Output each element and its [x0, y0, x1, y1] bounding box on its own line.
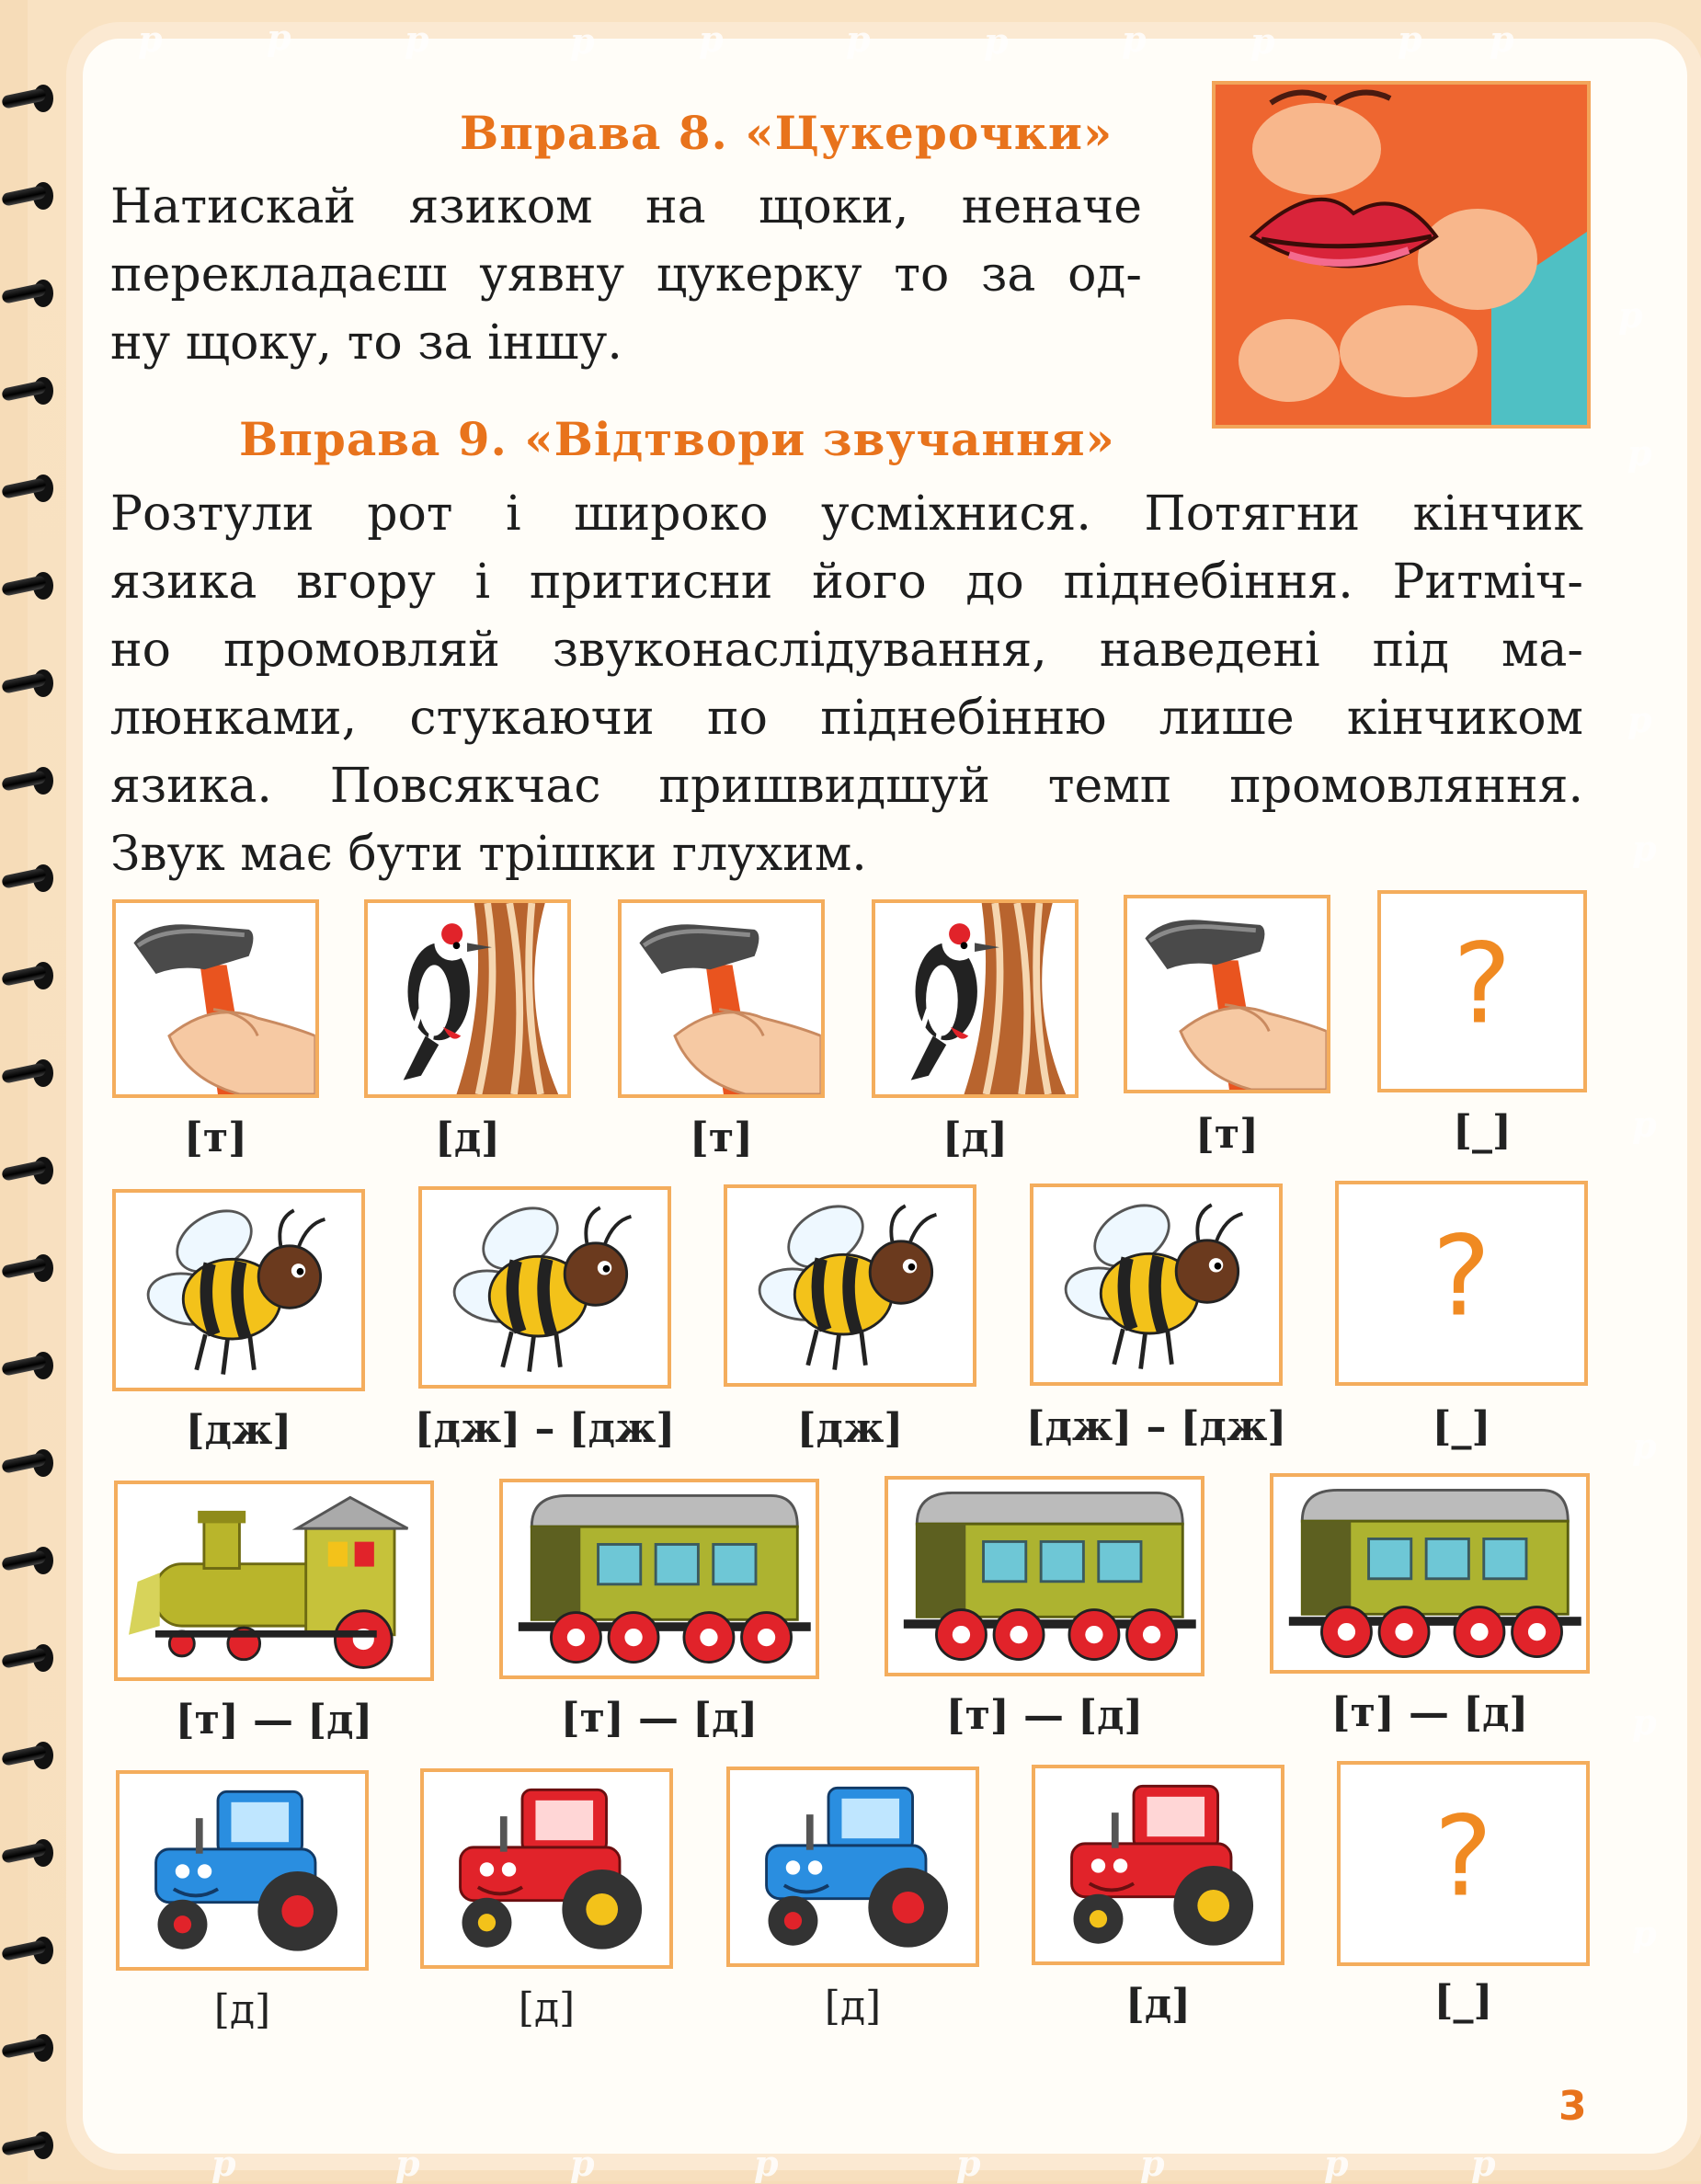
binding-ring	[2, 577, 55, 598]
decor-letter: р	[1618, 294, 1643, 336]
sound-label: [д]	[213, 1986, 271, 2033]
sound-label: [дж] – [дж]	[414, 1405, 676, 1452]
sound-label: [_]	[1432, 1403, 1491, 1450]
bee-picture	[116, 1193, 361, 1388]
woodpecker-card	[872, 899, 1079, 1098]
binding-ring	[2, 772, 55, 793]
exercise-9-line: Звук має бути трішки глухим.	[110, 827, 867, 882]
binding-ring	[2, 480, 55, 500]
decor-letter: р	[1122, 18, 1147, 60]
hammer-card	[1124, 895, 1330, 1093]
decor-letter: р	[1140, 2143, 1165, 2184]
woodpecker-picture	[875, 903, 1075, 1094]
wagon-card	[499, 1479, 819, 1679]
hammer-picture	[116, 903, 315, 1094]
sound-label: [дж]	[796, 1405, 904, 1452]
decor-letter: р	[1627, 699, 1652, 740]
question-mark: ?	[1453, 920, 1512, 1049]
blue-tractor-card	[726, 1767, 979, 1967]
binding-ring	[2, 1747, 55, 1767]
decor-letter: р	[1632, 828, 1657, 869]
sound-label: [дж]	[185, 1407, 292, 1454]
decor-letter: р	[395, 2143, 420, 2184]
red-tractor-picture	[1035, 1768, 1281, 1961]
exercise-9-line: но промовляй звуконаслідування, наведені під ма-	[110, 623, 1583, 678]
binding-ring	[2, 1455, 55, 1475]
binding-ring	[2, 285, 55, 305]
hammer-picture	[622, 903, 821, 1094]
wagon-picture	[503, 1482, 816, 1675]
binding-ring	[2, 2040, 55, 2060]
sound-label: [_]	[1453, 1107, 1512, 1154]
woodpecker-card	[364, 899, 571, 1098]
sound-label: [д]	[942, 1115, 1008, 1161]
decor-letter: р	[211, 2143, 236, 2184]
locomotive-card	[114, 1481, 434, 1681]
exercise-9-line: язика. Повсякчас пришвидшуй темп промовляння.	[110, 759, 1583, 814]
bee-card	[418, 1186, 671, 1389]
binding-ring	[2, 1942, 55, 1962]
binding-ring	[2, 1845, 55, 1865]
bee-picture	[422, 1190, 668, 1385]
decor-letter: р	[956, 2143, 981, 2184]
binding-ring	[2, 1650, 55, 1670]
hammer-card	[618, 899, 825, 1098]
sound-label: [д]	[1125, 1981, 1191, 2028]
page-number: 3	[1558, 2083, 1587, 2130]
sound-label: [_]	[1433, 1977, 1493, 2024]
decor-letter: р	[984, 20, 1009, 62]
hammer-card	[112, 899, 319, 1098]
lips-picture	[1216, 85, 1587, 425]
decor-letter: р	[570, 20, 595, 62]
question-card	[1337, 1761, 1590, 1966]
bee-picture	[727, 1188, 973, 1383]
decor-letter: р	[1632, 1701, 1657, 1743]
sound-label: [т]	[1195, 1111, 1259, 1158]
binding-ring	[2, 870, 55, 890]
blue-tractor-picture	[730, 1770, 976, 1963]
binding-ring	[2, 90, 55, 110]
bee-picture	[1033, 1187, 1279, 1382]
decor-letter: р	[1632, 1103, 1657, 1145]
exercise-9-line: язика вгору і притисни його до піднебіння. Ритміч-	[110, 555, 1583, 610]
binding-ring	[2, 1162, 55, 1183]
binding-ring	[2, 1552, 55, 1572]
decor-letter: р	[267, 17, 291, 58]
binding-ring	[2, 383, 55, 403]
lips-illustration	[1212, 81, 1591, 429]
sound-label: [т] — [д]	[175, 1697, 373, 1744]
decor-letter: р	[138, 18, 163, 60]
exercise-9-title: Вправа 9. «Відтвори звучання»	[239, 412, 1115, 466]
exercise-8-text	[110, 173, 1142, 377]
decor-letter: р	[1627, 432, 1652, 474]
exercise-9-text	[110, 480, 1583, 888]
question-mark: ?	[1433, 1793, 1493, 1922]
decor-letter: р	[1250, 20, 1275, 62]
wagon-picture	[888, 1480, 1201, 1673]
sound-label: [д]	[824, 1983, 882, 2030]
sound-label: [т]	[184, 1115, 247, 1161]
decor-letter: р	[754, 2143, 779, 2184]
decor-letter: р	[1324, 2143, 1349, 2184]
exercise-8-title: Вправа 8. «Цукерочки»	[460, 106, 1113, 160]
bee-card	[1030, 1183, 1283, 1386]
red-tractor-card	[420, 1768, 673, 1969]
decor-letter: р	[1471, 2143, 1496, 2184]
wagon-card	[885, 1476, 1204, 1676]
hammer-picture	[1127, 898, 1327, 1090]
exercise-9-line: Розтули рот і широко усміхнися. Потягни кінчик	[110, 486, 1583, 542]
decor-letter: р	[570, 2143, 595, 2184]
decor-letter: р	[846, 18, 871, 60]
binding-ring	[2, 1357, 55, 1378]
locomotive-picture	[118, 1484, 430, 1677]
binding-ring	[2, 1065, 55, 1085]
decor-letter: р	[699, 18, 724, 60]
red-tractor-picture	[424, 1772, 669, 1965]
binding-ring	[2, 2137, 55, 2157]
sound-label: [т] — [д]	[560, 1695, 759, 1742]
question-card	[1335, 1181, 1588, 1386]
woodpecker-picture	[368, 903, 567, 1094]
decor-letter: р	[405, 18, 429, 60]
binding-ring	[2, 188, 55, 208]
red-tractor-card	[1032, 1765, 1284, 1965]
decor-letter: р	[1632, 1913, 1657, 1954]
sound-label: [т] — [д]	[1330, 1689, 1529, 1736]
exercise-9-line: люнками, стукаючи по піднебінню лише кінчиком	[110, 691, 1583, 746]
binding-ring	[2, 675, 55, 695]
bee-card	[112, 1189, 365, 1391]
sound-label: [т]	[690, 1115, 753, 1161]
decor-letter: р	[1490, 18, 1514, 60]
decor-letter: р	[1632, 1425, 1657, 1467]
sound-label: [д]	[435, 1115, 500, 1161]
binding-ring	[2, 1260, 55, 1280]
binding-ring	[2, 967, 55, 988]
exercise-8-line: ну щоку, то за іншу.	[110, 315, 622, 371]
sound-label: [д]	[518, 1984, 576, 2031]
blue-tractor-card	[116, 1770, 369, 1971]
decor-letter: р	[1398, 18, 1422, 60]
bee-card	[724, 1184, 976, 1387]
blue-tractor-picture	[120, 1774, 365, 1967]
wagon-picture	[1273, 1477, 1586, 1670]
exercise-8-line: перекладаєш уявну цукерку то за од-	[110, 247, 1142, 303]
sound-label: [т] — [д]	[945, 1692, 1144, 1739]
question-mark: ?	[1432, 1213, 1491, 1342]
exercise-8-line: Натискай язиком на щоки, неначе	[110, 179, 1142, 234]
question-card	[1377, 890, 1587, 1092]
wagon-card	[1270, 1473, 1590, 1674]
sound-label: [дж] – [дж]	[1025, 1403, 1287, 1450]
